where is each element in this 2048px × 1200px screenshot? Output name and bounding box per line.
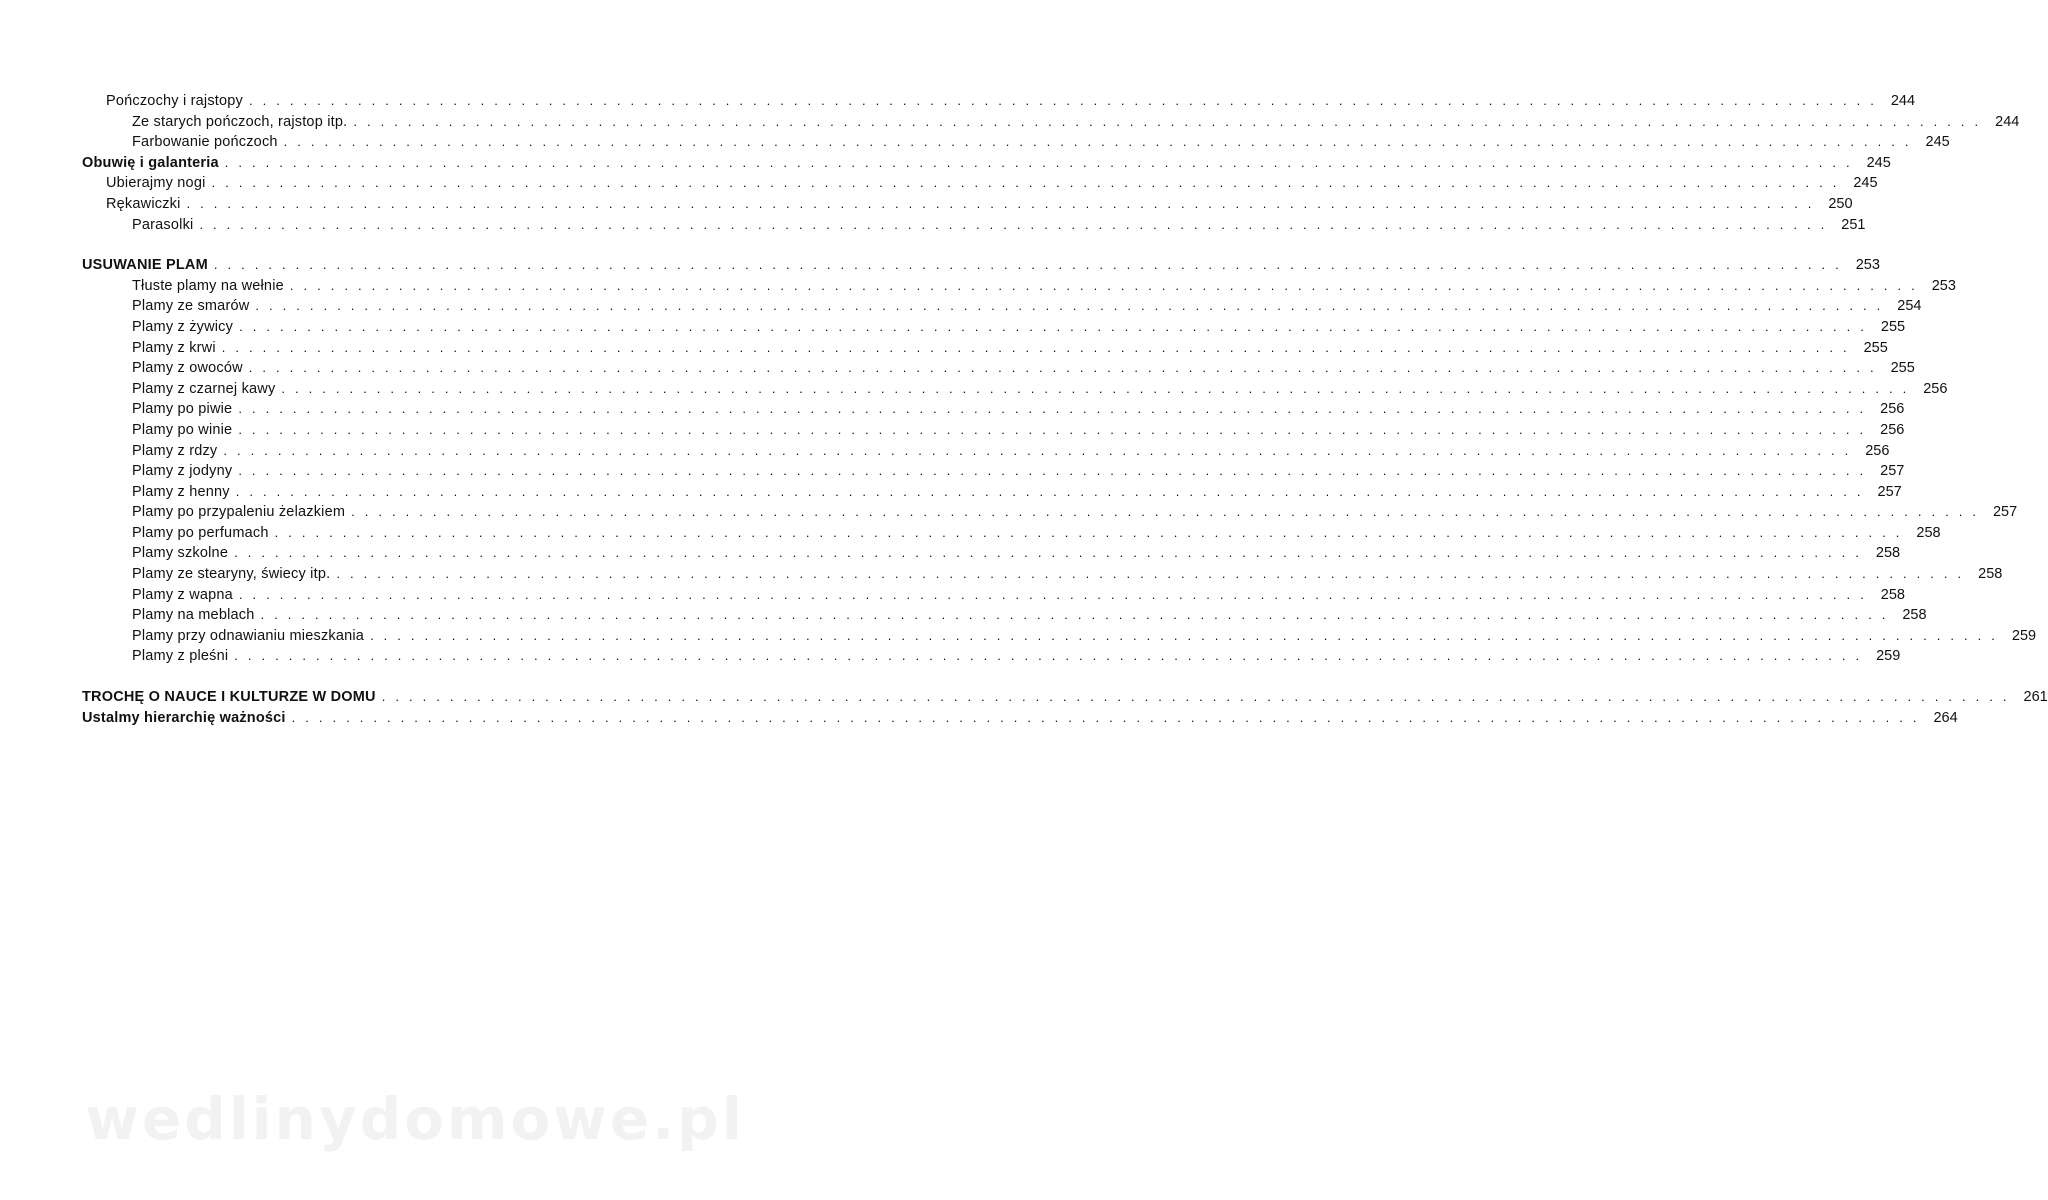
- toc-leader-dots: . . . . . . . . . . . . . . . . . . . . . . . . . . . . . . . . . . . . . . . . . . . . . . . . . . . . . . . . . . . . . . . . . . . . . . . . . . . . . . . . . . . . . . . . . . . . . . . . . . . . . . . . . . . . . . . . . . . . . . . .: [186, 195, 1815, 211]
- toc-entry-title: Ustalmy hierarchię ważności: [82, 709, 286, 726]
- toc-leader-dots: . . . . . . . . . . . . . . . . . . . . . . . . . . . . . . . . . . . . . . . . . . . . . . . . . . . . . . . . . . . . . . . . . . . . . . . . . . . . . . . . . . . . . . . . . . . . . . . . . . . . . . . . . . . . . . . . . . . . . . . .: [248, 360, 1877, 376]
- toc-leader-dots: . . . . . . . . . . . . . . . . . . . . . . . . . . . . . . . . . . . . . . . . . . . . . . . . . . . . . . . . . . . . . . . . . . . . . . . . . . . . . . . . . . . . . . . . . . . . . . . . . . . . . . . . . . . . . . . . . . . . . . . .: [238, 401, 1867, 417]
- toc-entry: [82, 687, 2048, 708]
- toc-entry: [82, 626, 2037, 647]
- toc-entry: [82, 132, 1950, 153]
- toc-entry-title: Ubierajmy nogi: [106, 175, 206, 192]
- toc-entry-title: TROCHĘ O NAUCE I KULTURZE W DOMU: [82, 689, 376, 706]
- toc-entry-title: Rękawiczki: [106, 195, 181, 212]
- toc-leader-dots: . . . . . . . . . . . . . . . . . . . . . . . . . . . . . . . . . . . . . . . . . . . . . . . . . . . . . . . . . . . . . . . . . . . . . . . . . . . . . . . . . . . . . . . . . . . . . . . . . . . . . . . . . . . . . . . . . . . . . . . .: [274, 524, 1903, 540]
- toc-entry-page: 258: [1880, 586, 1905, 603]
- toc-entry-page: 258: [1902, 607, 1927, 624]
- toc-leader-dots: . . . . . . . . . . . . . . . . . . . . . . . . . . . . . . . . . . . . . . . . . . . . . . . . . . . . . . . . . . . . . . . . . . . . . . . . . . . . . . . . . . . . . . . . . . . . . . . . . . . . . . . . . . . . . . . . . . . . . . . .: [370, 627, 1999, 643]
- toc-entry-title: Parasolki: [132, 216, 194, 233]
- toc-entry-page: 264: [1933, 709, 1958, 726]
- toc-entry: [82, 276, 1956, 297]
- toc-entry-title: Farbowanie pończoch: [132, 134, 278, 151]
- toc-leader-dots: . . . . . . . . . . . . . . . . . . . . . . . . . . . . . . . . . . . . . . . . . . . . . . . . . . . . . . . . . . . . . . . . . . . . . . . . . . . . . . . . . . . . . . . . . . . . . . . . . . . . . . . . . . . . . . . . . . . . . . . .: [336, 566, 1965, 582]
- toc-entry-page: 244: [1995, 113, 2020, 130]
- toc-entry-page: 256: [1880, 421, 1905, 438]
- toc-leader-dots: . . . . . . . . . . . . . . . . . . . . . . . . . . . . . . . . . . . . . . . . . . . . . . . . . . . . . . . . . . . . . . . . . . . . . . . . . . . . . . . . . . . . . . . . . . . . . . . . . . . . . . . . . . . . . . . . . . . . . . . .: [281, 380, 1910, 396]
- toc-entry-title: USUWANIE PLAM: [82, 257, 208, 274]
- toc-entry-title: Plamy po piwie: [132, 401, 233, 418]
- toc-leader-dots: . . . . . . . . . . . . . . . . . . . . . . . . . . . . . . . . . . . . . . . . . . . . . . . . . . . . . . . . . . . . . . . . . . . . . . . . . . . . . . . . . . . . . . . . . . . . . . . . . . . . . . . . . . . . . . . . . . . . . . . .: [238, 586, 1867, 602]
- toc-leader-dots: . . . . . . . . . . . . . . . . . . . . . . . . . . . . . . . . . . . . . . . . . . . . . . . . . . . . . . . . . . . . . . . . . . . . . . . . . . . . . . . . . . . . . . . . . . . . . . . . . . . . . . . . . . . . . . . . . . . . . . . .: [238, 421, 1867, 437]
- toc-entry: [82, 420, 1905, 441]
- toc-entry-page: 251: [1841, 216, 1866, 233]
- toc-entry-page: 258: [1978, 566, 2003, 583]
- toc-entry-page: 255: [1863, 339, 1888, 356]
- toc-entry-title: Plamy po winie: [132, 421, 233, 438]
- toc-entry: [82, 317, 1906, 338]
- toc-entry-title: Plamy ze smarów: [132, 298, 250, 315]
- toc-entry: [82, 585, 1905, 606]
- toc-entry-title: Ze starych pończoch, rajstop itp.: [132, 113, 348, 130]
- toc-entry-title: Plamy z jodyny: [132, 463, 233, 480]
- toc-entry-page: 254: [1897, 298, 1922, 315]
- toc-entry-title: Plamy po przypaleniu żelazkiem: [132, 504, 346, 521]
- toc-entry: [82, 605, 1927, 626]
- toc-leader-dots: . . . . . . . . . . . . . . . . . . . . . . . . . . . . . . . . . . . . . . . . . . . . . . . . . . . . . . . . . . . . . . . . . . . . . . . . . . . . . . . . . . . . . . . . . . . . . . . . . . . . . . . . . . . . . . . . . . . . . . . .: [234, 545, 1863, 561]
- toc-entry-title: Plamy przy odnawianiu mieszkania: [132, 627, 365, 644]
- toc-entry-page: 244: [1890, 93, 1916, 109]
- toc-leader-dots: . . . . . . . . . . . . . . . . . . . . . . . . . . . . . . . . . . . . . . . . . . . . . . . . . . . . . . . . . . . . . . . . . . . . . . . . . . . . . . . . . . . . . . . . . . . . . . . . . . . . . . . . . . . . . . . . . . . . . . . .: [351, 504, 1980, 520]
- toc-entry-page: 253: [1931, 277, 1956, 294]
- toc-entry-title: Plamy z owoców: [132, 360, 243, 377]
- toc-entry: [82, 543, 1901, 564]
- toc-leader-dots: . . . . . . . . . . . . . . . . . . . . . . . . . . . . . . . . . . . . . . . . . . . . . . . . . . . . . . . . . . . . . . . . . . . . . . . . . . . . . . . . . . . . . . . . . . . . . . . . . . . . . . . . . . . . . . . . . . . . . . . .: [224, 154, 1853, 170]
- toc-entry: [82, 215, 1866, 236]
- toc-leader-dots: . . . . . . . . . . . . . . . . . . . . . . . . . . . . . . . . . . . . . . . . . . . . . . . . . . . . . . . . . . . . . . . . . . . . . . . . . . . . . . . . . . . . . . . . . . . . . . . . . . . . . . . . . . . . . . . . . . . . . . . .: [235, 483, 1864, 499]
- toc-leader-dots: . . . . . . . . . . . . . . . . . . . . . . . . . . . . . . . . . . . . . . . . . . . . . . . . . . . . . . . . . . . . . . . . . . . . . . . . . . . . . . . . . . . . . . . . . . . . . . . . . . . . . . . . . . . . . . . . . . . . . . . .: [381, 689, 2010, 705]
- toc-leader-dots: . . . . . . . . . . . . . . . . . . . . . . . . . . . . . . . . . . . . . . . . . . . . . . . . . . . . . . . . . . . . . . . . . . . . . . . . . . . . . . . . . . . . . . . . . . . . . . . . . . . . . . . . . . . . . . . . . . . . . . . .: [283, 134, 1912, 150]
- toc-entry-title: Plamy po perfumach: [132, 524, 269, 541]
- toc-entry-title: Plamy z henny: [132, 483, 230, 500]
- toc-entry: [82, 173, 1878, 194]
- toc-gap: [82, 235, 758, 255]
- toc-entry-title: Plamy ze stearyny, świecy itp.: [132, 566, 331, 583]
- toc-entry: [82, 379, 1948, 400]
- toc-entry-page: 259: [2011, 627, 2037, 644]
- toc-entry: [82, 523, 1941, 544]
- toc-entry-page: 256: [1865, 442, 1890, 459]
- toc-entry: [82, 399, 1905, 420]
- toc-entry: [82, 708, 1958, 729]
- toc-entry: [82, 91, 1916, 112]
- toc-leader-dots: . . . . . . . . . . . . . . . . . . . . . . . . . . . . . . . . . . . . . . . . . . . . . . . . . . . . . . . . . . . . . . . . . . . . . . . . . . . . . . . . . . . . . . . . . . . . . . . . . . . . . . . . . . . . . . . . . . . . . . . .: [234, 648, 1863, 664]
- table-of-contents: [82, 91, 2048, 728]
- toc-entry-title: Plamy z czarnej kawy: [132, 380, 276, 397]
- toc-entry: [82, 482, 1902, 503]
- toc-leader-dots: . . . . . . . . . . . . . . . . . . . . . . . . . . . . . . . . . . . . . . . . . . . . . . . . . . . . . . . . . . . . . . . . . . . . . . . . . . . . . . . . . . . . . . . . . . . . . . . . . . . . . . . . . . . . . . . . . . . . . . . .: [291, 709, 1920, 725]
- toc-entry-title: Plamy z krwi: [132, 339, 216, 356]
- toc-group: [82, 255, 2037, 667]
- toc-entry-page: 256: [1923, 380, 1948, 397]
- toc-entry-title: Tłuste plamy na wełnie: [132, 277, 284, 294]
- toc-entry-page: 258: [1916, 524, 1941, 541]
- toc-entry: [82, 461, 1905, 482]
- toc-entry-page: 257: [1877, 483, 1902, 500]
- toc-entry: [82, 358, 1915, 379]
- toc-entry: [82, 646, 1901, 667]
- toc-leader-dots: . . . . . . . . . . . . . . . . . . . . . . . . . . . . . . . . . . . . . . . . . . . . . . . . . . . . . . . . . . . . . . . . . . . . . . . . . . . . . . . . . . . . . . . . . . . . . . . . . . . . . . . . . . . . . . . . . . . . . . . .: [248, 93, 1878, 108]
- toc-leader-dots: . . . . . . . . . . . . . . . . . . . . . . . . . . . . . . . . . . . . . . . . . . . . . . . . . . . . . . . . . . . . . . . . . . . . . . . . . . . . . . . . . . . . . . . . . . . . . . . . . . . . . . . . . . . . . . . . . . . . . . . .: [221, 339, 1850, 355]
- toc-entry-title: Plamy z wapna: [132, 586, 233, 603]
- toc-entry-page: 245: [1866, 154, 1891, 171]
- toc-leader-dots: . . . . . . . . . . . . . . . . . . . . . . . . . . . . . . . . . . . . . . . . . . . . . . . . . . . . . . . . . . . . . . . . . . . . . . . . . . . . . . . . . . . . . . . . . . . . . . . . . . . . . . . . . . . . . . . . . . . . . . . .: [289, 277, 1918, 293]
- toc-entry: [82, 564, 2003, 585]
- toc-entry-title: Plamy na meblach: [132, 607, 255, 624]
- toc-group: [82, 687, 2048, 728]
- toc-entry-page: 255: [1890, 360, 1915, 377]
- toc-entry-title: Plamy z rdzy: [132, 442, 218, 459]
- toc-entry-title: Plamy szkolne: [132, 545, 229, 562]
- toc-entry: [82, 112, 2020, 133]
- toc-leader-dots: . . . . . . . . . . . . . . . . . . . . . . . . . . . . . . . . . . . . . . . . . . . . . . . . . . . . . . . . . . . . . . . . . . . . . . . . . . . . . . . . . . . . . . . . . . . . . . . . . . . . . . . . . . . . . . . . . . . . . . . .: [255, 298, 1884, 314]
- toc-entry: [82, 441, 1890, 462]
- toc-entry-title: Pończochy i rajstopy: [106, 93, 243, 109]
- toc-entry-page: 257: [1880, 463, 1905, 480]
- toc-leader-dots: . . . . . . . . . . . . . . . . . . . . . . . . . . . . . . . . . . . . . . . . . . . . . . . . . . . . . . . . . . . . . . . . . . . . . . . . . . . . . . . . . . . . . . . . . . . . . . . . . . . . . . . . . . . . . . . . . . . . . . . .: [353, 113, 1982, 129]
- toc-leader-dots: . . . . . . . . . . . . . . . . . . . . . . . . . . . . . . . . . . . . . . . . . . . . . . . . . . . . . . . . . . . . . . . . . . . . . . . . . . . . . . . . . . . . . . . . . . . . . . . . . . . . . . . . . . . . . . . . . . . . . . . .: [213, 257, 1842, 273]
- toc-entry: [82, 296, 1922, 317]
- toc-leader-dots: . . . . . . . . . . . . . . . . . . . . . . . . . . . . . . . . . . . . . . . . . . . . . . . . . . . . . . . . . . . . . . . . . . . . . . . . . . . . . . . . . . . . . . . . . . . . . . . . . . . . . . . . . . . . . . . . . . . . . . . .: [260, 607, 1889, 623]
- toc-entry: [82, 153, 1891, 174]
- toc-entry: [82, 502, 2018, 523]
- toc-entry-page: 256: [1880, 401, 1905, 418]
- toc-entry: [82, 255, 1880, 276]
- toc-leader-dots: . . . . . . . . . . . . . . . . . . . . . . . . . . . . . . . . . . . . . . . . . . . . . . . . . . . . . . . . . . . . . . . . . . . . . . . . . . . . . . . . . . . . . . . . . . . . . . . . . . . . . . . . . . . . . . . . . . . . . . . .: [238, 463, 1867, 479]
- toc-leader-dots: . . . . . . . . . . . . . . . . . . . . . . . . . . . . . . . . . . . . . . . . . . . . . . . . . . . . . . . . . . . . . . . . . . . . . . . . . . . . . . . . . . . . . . . . . . . . . . . . . . . . . . . . . . . . . . . . . . . . . . . .: [211, 175, 1840, 191]
- toc-entry-page: 261: [2023, 689, 2048, 706]
- toc-entry: [82, 338, 1888, 359]
- toc-entry: [82, 194, 1853, 215]
- toc-entry-page: 259: [1876, 648, 1901, 665]
- toc-leader-dots: . . . . . . . . . . . . . . . . . . . . . . . . . . . . . . . . . . . . . . . . . . . . . . . . . . . . . . . . . . . . . . . . . . . . . . . . . . . . . . . . . . . . . . . . . . . . . . . . . . . . . . . . . . . . . . . . . . . . . . . .: [223, 442, 1852, 458]
- watermark: wedlinydomowe.pl: [85, 1085, 745, 1153]
- toc-entry-title: Plamy z żywicy: [132, 318, 234, 335]
- toc-entry-page: 255: [1880, 318, 1906, 335]
- toc-entry-page: 253: [1855, 257, 1880, 274]
- toc-entry-page: 257: [1992, 504, 2018, 521]
- toc-entry-title: Plamy z pleśni: [132, 648, 229, 665]
- toc-group: [82, 91, 2020, 235]
- toc-entry-page: 258: [1875, 545, 1901, 562]
- toc-leader-dots: . . . . . . . . . . . . . . . . . . . . . . . . . . . . . . . . . . . . . . . . . . . . . . . . . . . . . . . . . . . . . . . . . . . . . . . . . . . . . . . . . . . . . . . . . . . . . . . . . . . . . . . . . . . . . . . . . . . . . . . .: [239, 318, 1868, 334]
- toc-entry-page: 245: [1853, 175, 1878, 192]
- toc-gap: [82, 667, 758, 687]
- toc-entry-page: 245: [1925, 134, 1950, 151]
- toc-entry-title: Obuwię i galanteria: [82, 154, 219, 171]
- toc-leader-dots: . . . . . . . . . . . . . . . . . . . . . . . . . . . . . . . . . . . . . . . . . . . . . . . . . . . . . . . . . . . . . . . . . . . . . . . . . . . . . . . . . . . . . . . . . . . . . . . . . . . . . . . . . . . . . . . . . . . . . . . .: [199, 216, 1828, 232]
- toc-entry-page: 250: [1828, 195, 1853, 212]
